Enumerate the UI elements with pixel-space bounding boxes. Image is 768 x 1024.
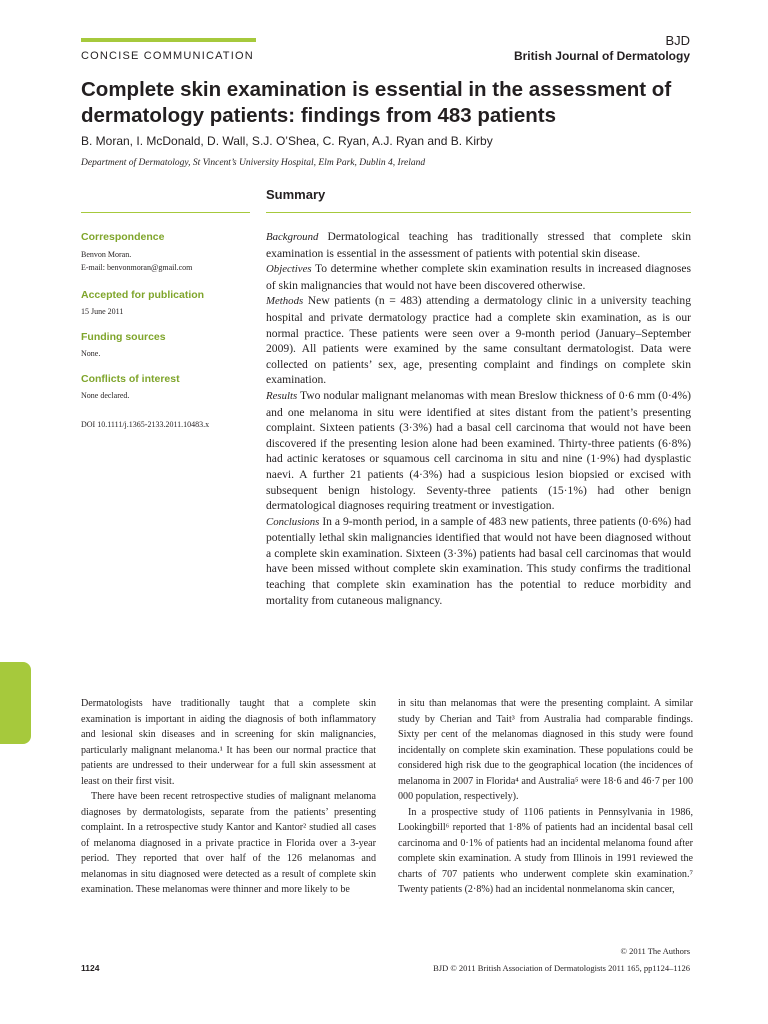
results-text: Two nodular malignant melanomas with mean Breslow thickness of 0·6 mm (0·4%) and one melanoma in situ were identified at sites distant from the patient’s presenting complaint. Sixteen patients (3·3%) had a basal cell carcinoma that would not have been discovered if the presenting lesion alone had been examined. Thirty-three patients (6·8%) had actinic keratoses or squamous cell carcinoma in situ and nine (1·9%) had dysplastic naevi. A further 21 patients (4·3%) had a suspicious lesion biopsied or excised with subsequent benign histology. Seventy-three patients (15·1%) had other benign dermatological diagnoses requiring treatment or investigation. — [266, 388, 691, 513]
correspondence-heading: Correspondence — [81, 231, 165, 243]
body-paragraph: There have been recent retrospective studies of malignant melanoma diagnoses by dermatologists, separate from the patients’ presenting complaint. In a retrospective study Kantor and Kantor² studied all cases of melanoma diagnosed in a private practice in Florida over a 3-year period. They reported that over half of the 126 melanomas and melanomas in situ diagnosed were detected as a result of complete skin examination. These melanomas were thinner and more likely to be — [81, 791, 376, 895]
conclusions-text: In a 9-month period, in a sample of 483 new patients, three patients (0·6%) had potentially lethal skin malignancies identified that would not have been diagnosed without a complete skin examination. Sixteen (3·3%) patients had basal cell carcinomas that would have been missed without complete skin examination. This study confirms the traditional teaching that complete skin examination has the potential to reduce morbidity and mortality from cutaneous malignancy. — [266, 514, 691, 607]
body-column-right — [398, 696, 693, 898]
body-paragraph: Dermatologists have traditionally taught that a complete skin examination is important in aiding the diagnosis of both inflammatory and lesional skin diseases and in screening for skin malignancies, particularly malignant melanoma.¹ It has been our normal practice that patients are undressed to their underwear for a full skin assessment at least on their first visit. — [81, 698, 376, 787]
correspondence-email: E-mail: benvonmoran@gmail.com — [81, 263, 193, 272]
funding-text: None. — [81, 349, 101, 358]
body-paragraph: In a prospective study of 1106 patients in Pennsylvania in 1986, Lookingbill⁶ reported that 1·8% of patients had an incidental basal cell carcinoma and 0·1% of patients had an incidental melanoma found after complete skin examination. A study from Illinois in 1991 reviewed the charts of 707 patients who underwent complete skin examination.⁷ Twenty patients (2·8%) had an incidental nonmelanoma skin cancer, — [398, 806, 693, 895]
methods-text: New patients (n = 483) attending a dermatology clinic in a university teaching hospital and private dermatology practice had a complete skin examination, as is our normal practice. These patients were seen over a 9-month period (January–September 2009). All patients were examined by the same consultant dermatologist. Data were collected on patients’ sex, age, presenting complaint and findings on complete skin examination. — [266, 294, 691, 387]
accepted-date: 15 June 2011 — [81, 307, 124, 316]
doi: DOI 10.1111/j.1365-2133.2011.10483.x — [81, 420, 210, 429]
header-accent-rule — [81, 38, 256, 42]
conflicts-text: None declared. — [81, 391, 130, 400]
citation-line: BJD © 2011 British Association of Dermatologists 2011 165, pp1124–1126 — [433, 963, 690, 973]
author-list: B. Moran, I. McDonald, D. Wall, S.J. O’Shea, C. Ryan, A.J. Ryan and B. Kirby — [81, 134, 493, 148]
conflicts-heading: Conflicts of interest — [81, 373, 180, 385]
funding-heading: Funding sources — [81, 331, 166, 343]
copyright-line: © 2011 The Authors — [620, 946, 690, 956]
body-column-left — [81, 696, 376, 898]
summary-heading: Summary — [266, 187, 326, 202]
background-text: Dermatological teaching has traditionally stressed that complete skin examination is essential in the assessment of patients with potential skin disease. — [266, 230, 691, 260]
body-paragraph: in situ than melanomas that were the presenting complaint. A similar study by Cherian and Tait³ from Australia had comparable findings. Sixty per cent of the melanomas diagnosed in this study were found incidentally on complete skin examination. These populations could be considered high risk due to the geographical location (the incidences of melanoma in 2007 in Florida⁴ and Australia⁵ were 18·6 and 46·7 per 100 000 population, respectively). — [398, 698, 693, 802]
summary-conclusions — [266, 514, 691, 609]
objectives-text: To determine whether complete skin examination results in increased diagnoses of skin malignancies that would not have been discovered otherwise. — [266, 262, 691, 292]
summary-body — [266, 229, 691, 608]
affiliation: Department of Dermatology, St Vincent’s University Hospital, Elm Park, Dublin 4, Ireland — [81, 158, 426, 168]
objectives-label: Objectives — [266, 263, 312, 276]
section-label: CONCISE COMMUNICATION — [81, 50, 254, 62]
correspondence-name: Benvon Moran. — [81, 250, 132, 259]
summary-top-rule — [266, 212, 691, 213]
sidebar-top-rule — [81, 212, 250, 213]
summary-objectives — [266, 261, 691, 293]
article-title: Complete skin examination is essential in the assessment of dermatology patients: findings from 483 patients — [81, 78, 672, 127]
summary-background — [266, 229, 691, 261]
results-label: Results — [266, 389, 298, 402]
journal-abbreviation: BJD — [665, 33, 690, 48]
summary-results — [266, 388, 691, 514]
side-tab-marker — [0, 662, 31, 744]
summary-methods — [266, 293, 691, 388]
methods-label: Methods — [266, 295, 304, 308]
journal-name: British Journal of Dermatology — [513, 49, 690, 63]
conclusions-label: Conclusions — [266, 515, 320, 528]
page-number: 1124 — [81, 963, 100, 973]
accepted-heading: Accepted for publication — [81, 289, 205, 301]
background-label: Background — [266, 231, 319, 243]
